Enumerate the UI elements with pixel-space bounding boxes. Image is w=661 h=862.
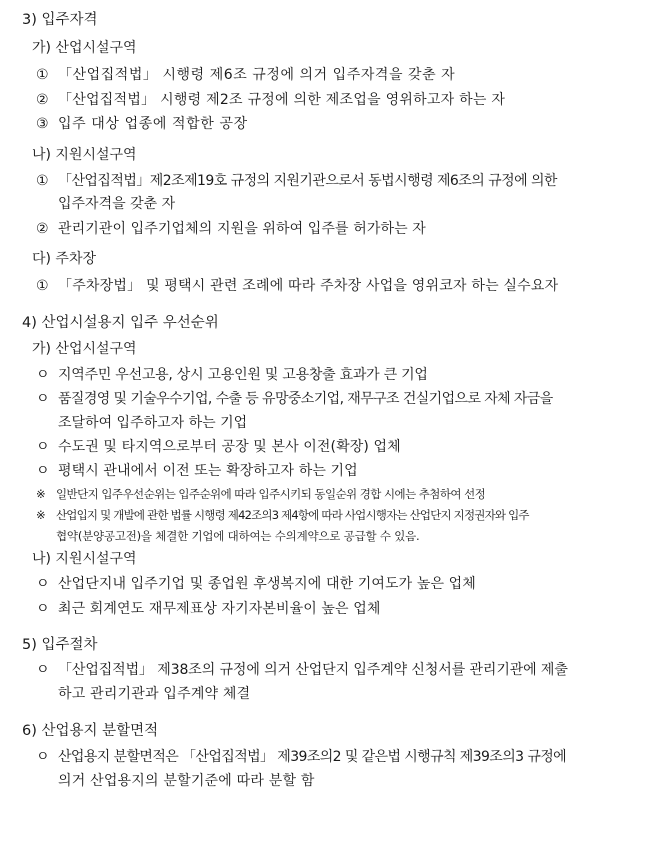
list-item: 「산업집적법」 제38조의 규정에 의거 산업단지 입주계약 신청서를 관리기관에 제출: [58, 662, 568, 678]
note-marker: ※: [36, 487, 46, 501]
list-marker: ②: [36, 92, 49, 108]
list-item: 산업단지내 입주기업 및 종업원 후생복지에 대한 기여도가 높은 업체: [58, 576, 476, 592]
bullet-marker: ㅇ: [36, 463, 50, 479]
bullet-marker: ㅇ: [36, 367, 50, 383]
list-item: 평택시 관내에서 이전 또는 확장하고자 하는 기업: [58, 463, 358, 479]
list-item: 「산업집적법」 시행령 제2조 규정에 의한 제조업을 영위하고자 하는 자: [58, 92, 506, 108]
bullet-marker: ㅇ: [36, 391, 50, 407]
list-item-continuation: 입주자격을 갖춘 자: [58, 196, 176, 212]
bullet-marker: ㅇ: [36, 601, 50, 617]
list-item: 관리기관이 입주기업체의 지원을 위하여 입주를 허가하는 자: [58, 221, 426, 237]
bullet-marker: ㅇ: [36, 662, 50, 678]
bullet-marker: ㅇ: [36, 576, 50, 592]
list-item: 입주 대상 업종에 적합한 공장: [58, 116, 248, 132]
list-item-continuation: 의거 산업용지의 분할기준에 따라 분할 함: [58, 773, 315, 789]
list-marker: ①: [36, 67, 49, 83]
list-marker: ③: [36, 116, 49, 132]
section-5-heading: 5) 입주절차: [22, 637, 98, 653]
list-item: 산업용지 분할면적은 「산업집적법」 제39조의2 및 같은법 시행규칙 제39조의3 규정에: [58, 749, 567, 765]
section-4-heading: 4) 산업시설용지 입주 우선순위: [22, 315, 219, 331]
list-item: 「주차장법」 및 평택시 관련 조례에 따라 주차장 사업을 영위코자 하는 실수요자: [58, 278, 559, 294]
list-item-continuation: 하고 관리기관과 입주계약 체결: [58, 686, 251, 702]
list-marker: ①: [36, 173, 49, 189]
bullet-marker: ㅇ: [36, 439, 50, 455]
section-3a-heading: 가) 산업시설구역: [32, 40, 137, 56]
list-item: 「산업집적법」 시행령 제6조 규정에 의거 입주자격을 갖춘 자: [58, 67, 456, 83]
list-item: 수도권 및 타지역으로부터 공장 및 본사 이전(확장) 업체: [58, 439, 401, 455]
bullet-marker: ㅇ: [36, 749, 50, 765]
list-item: 품질경영 및 기술우수기업, 수출 등 유망중소기업, 재무구조 건실기업으로 자체 자금을: [58, 391, 553, 407]
note-text: 산업입지 및 개발에 관한 법률 시행령 제42조의3 제4항에 따라 사업시행자는 산업단지 지정권자와 입주: [56, 508, 529, 522]
section-3c-heading: 다) 주차장: [32, 251, 97, 267]
note-text-continuation: 협약(분양공고전)을 체결한 기업에 대하여는 수의계약으로 공급할 수 있음.: [56, 529, 420, 543]
list-item: 「산업집적법」제2조제19호 규정의 지원기관으로서 동법시행령 제6조의 규정에 의한: [58, 173, 557, 189]
section-3-heading: 3) 입주자격: [22, 12, 98, 28]
section-3b-heading: 나) 지원시설구역: [32, 147, 137, 163]
note-text: 일반단지 입주우선순위는 입주순위에 따라 입주시키되 동일순위 경합 시에는 추첨하여 선정: [56, 487, 486, 501]
list-marker: ①: [36, 278, 49, 294]
section-4a-heading: 가) 산업시설구역: [32, 341, 137, 357]
section-6-heading: 6) 산업용지 분할면적: [22, 723, 159, 739]
list-item: 지역주민 우선고용, 상시 고용인원 및 고용창출 효과가 큰 기업: [58, 367, 428, 383]
section-4b-heading: 나) 지원시설구역: [32, 551, 137, 567]
note-marker: ※: [36, 508, 46, 522]
list-item-continuation: 조달하여 입주하고자 하는 기업: [58, 415, 248, 431]
list-marker: ②: [36, 221, 49, 237]
list-item: 최근 회계연도 재무제표상 자기자본비율이 높은 업체: [58, 601, 381, 617]
